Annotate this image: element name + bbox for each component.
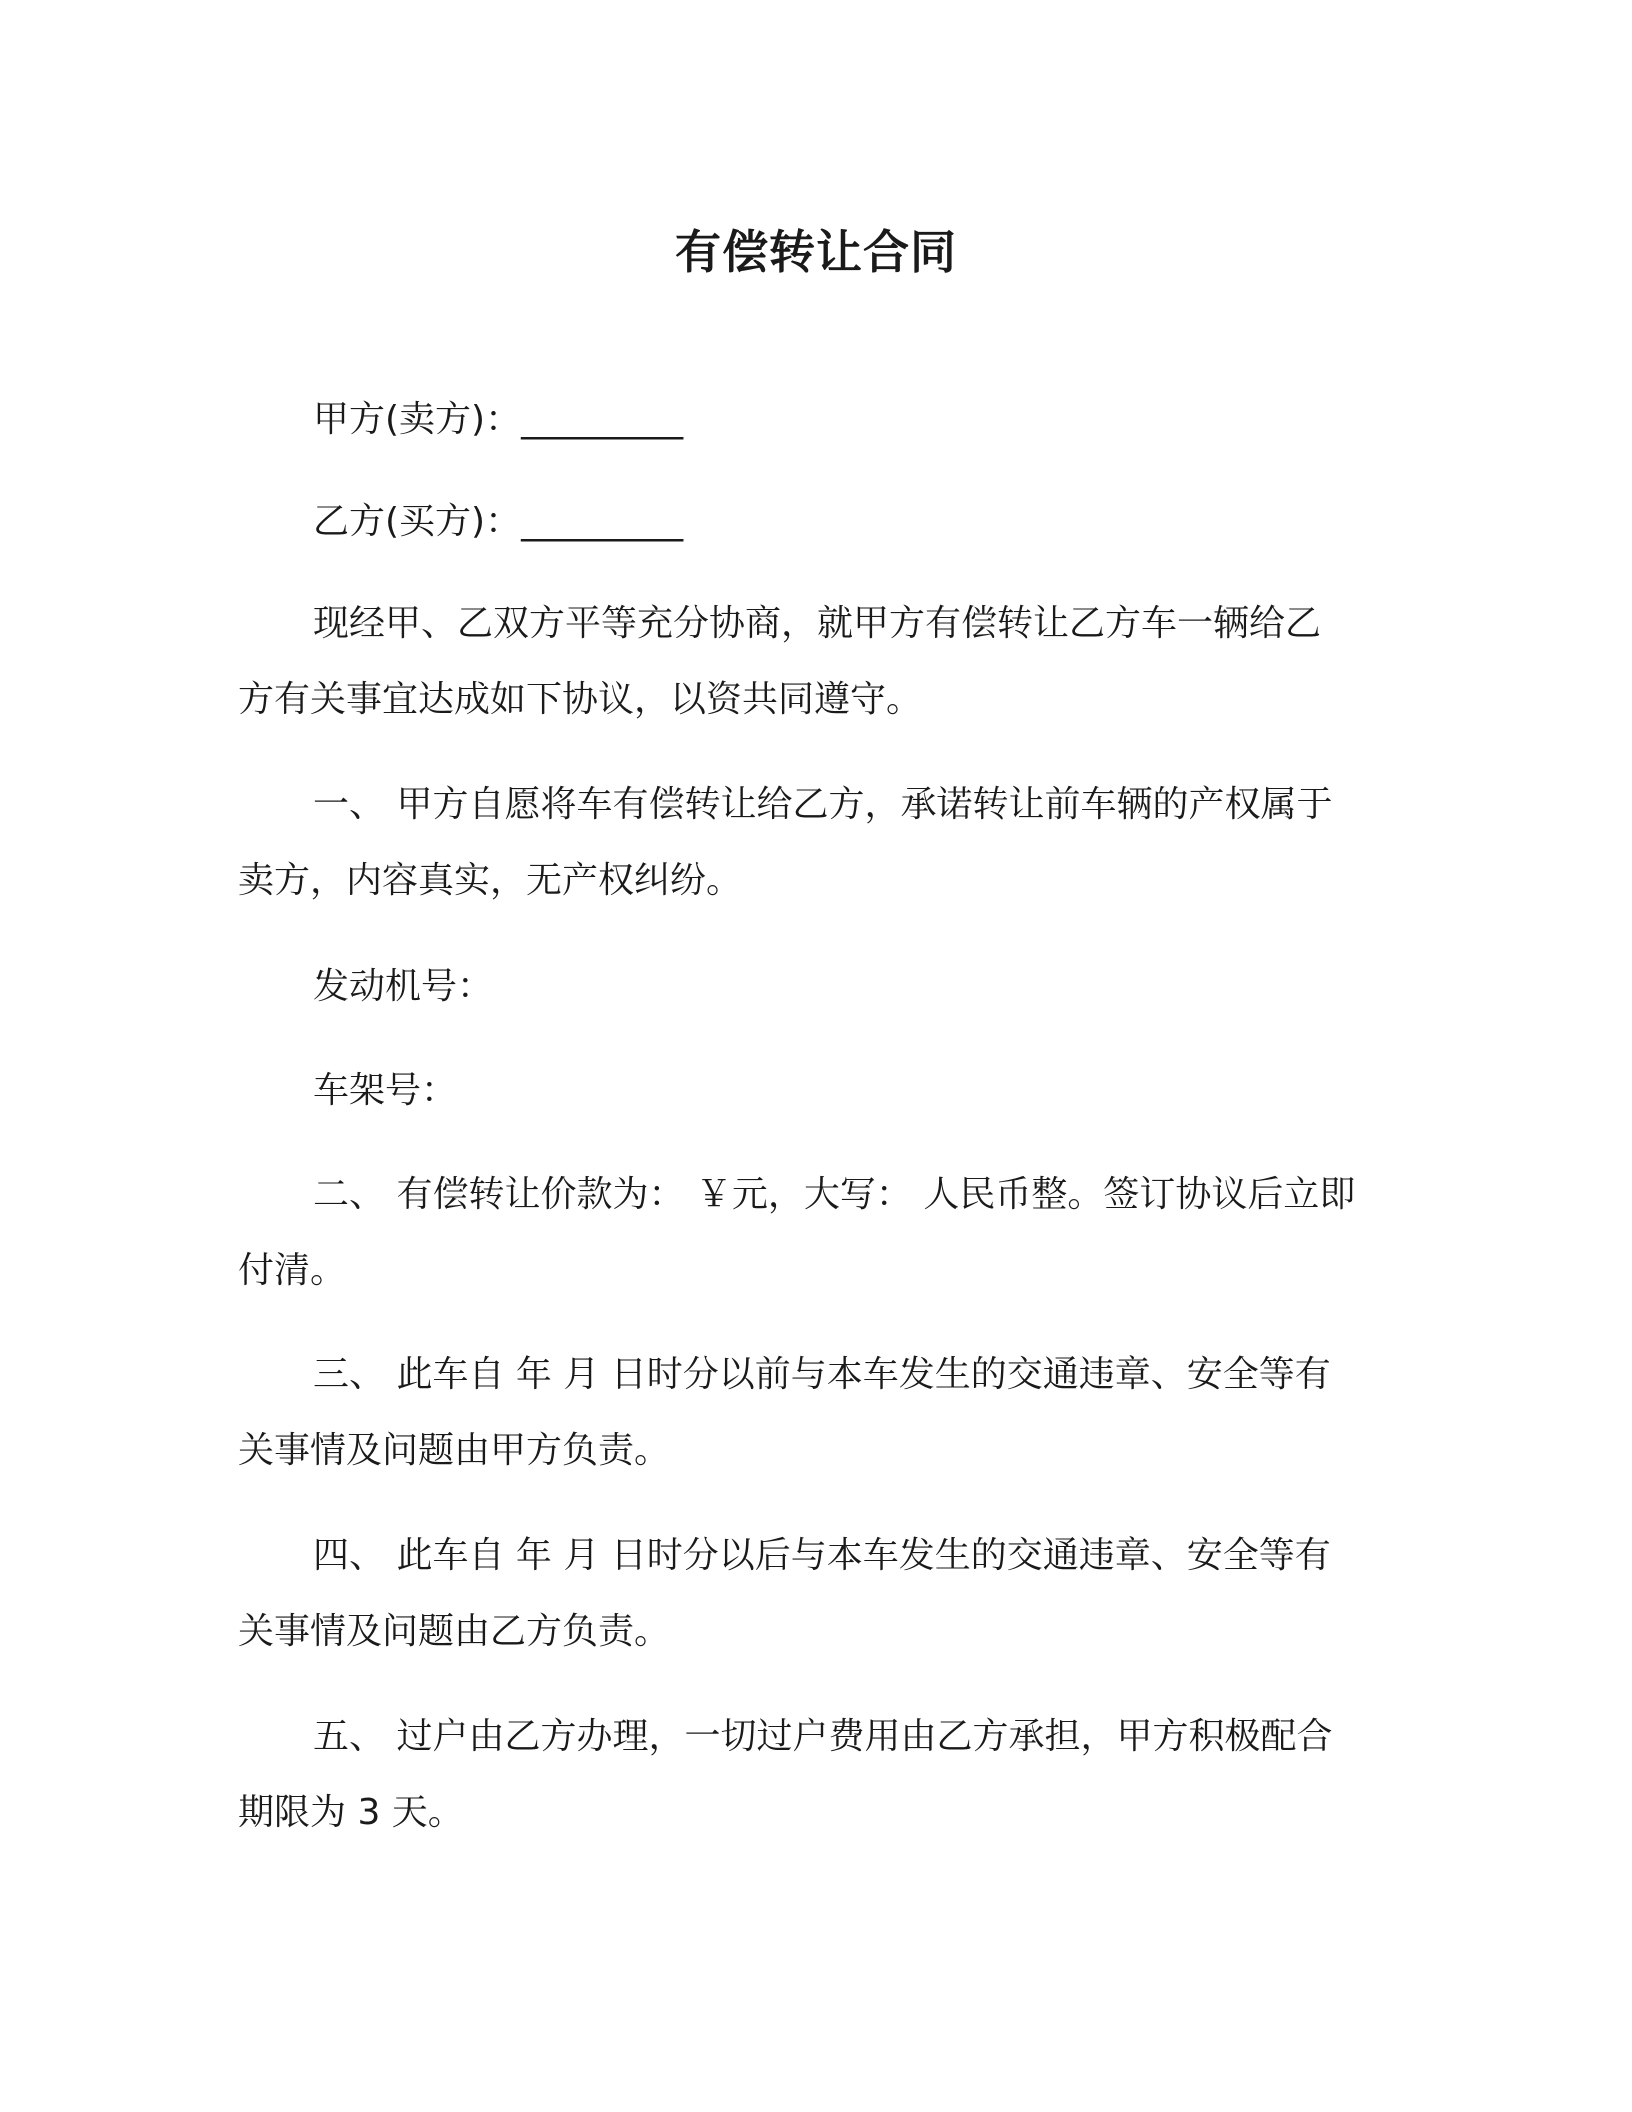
clause3-line-2: 关事情及问题由甲方负责。 <box>238 1430 671 1471</box>
clause4-line-1: 四、 此车自 年 月 日时分以后与本车发生的交通违章、安全等有 <box>313 1535 1331 1576</box>
clause1-line-2: 卖方，内容真实，无产权纠纷。 <box>238 860 743 901</box>
clause3-line-1: 三、 此车自 年 月 日时分以前与本车发生的交通违章、安全等有 <box>313 1354 1331 1395</box>
frame-number-label: 车架号： <box>313 1070 458 1111</box>
engine-number-label: 发动机号： <box>313 966 494 1007</box>
intro-line-1: 现经甲、乙双方平等充分协商，就甲方有偿转让乙方车一辆给乙 <box>313 603 1322 644</box>
clause4-line-2: 关事情及问题由乙方负责。 <box>238 1611 671 1652</box>
party-b-line: 乙方(买方)：_________ <box>313 501 684 542</box>
clause2-line-2: 付清。 <box>238 1250 347 1291</box>
party-a-line: 甲方(卖方)：_________ <box>313 399 684 440</box>
clause2-line-1: 二、 有偿转让价款为： ￥元，大写： 人民币整。签订协议后立即 <box>313 1174 1356 1215</box>
clause1-line-1: 一、 甲方自愿将车有偿转让给乙方，承诺转让前车辆的产权属于 <box>313 784 1333 825</box>
document-title: 有偿转让合同 <box>675 225 957 279</box>
clause5-line-1: 五、 过户由乙方办理，一切过户费用由乙方承担，甲方积极配合 <box>313 1716 1333 1757</box>
clause5-line-2: 期限为 3 天。 <box>238 1792 464 1833</box>
intro-line-2: 方有关事宜达成如下协议，以资共同遵守。 <box>238 679 923 720</box>
